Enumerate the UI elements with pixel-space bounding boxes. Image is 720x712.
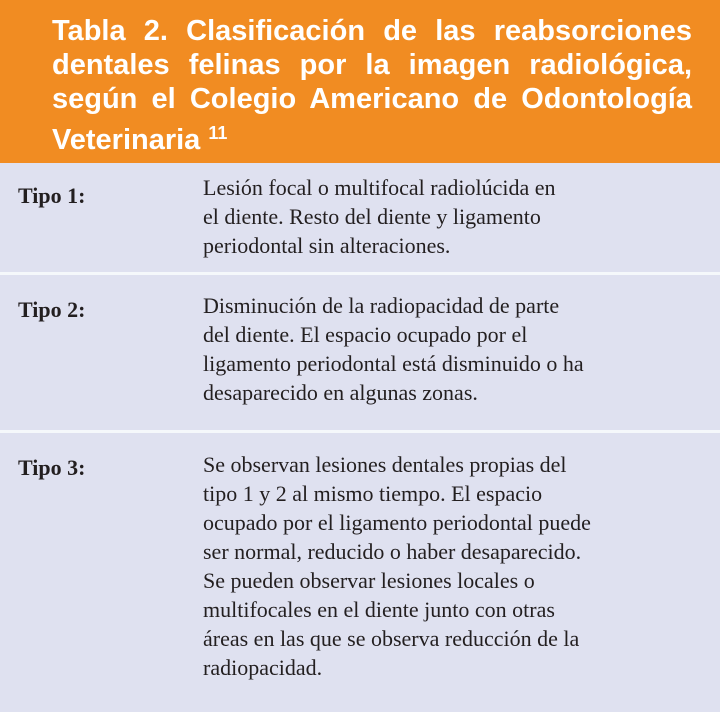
title-line-1: Tabla 2. Clasificación de las reabsorciones <box>52 15 692 47</box>
type-description <box>203 291 710 407</box>
table-row-tipo-1 <box>0 163 720 275</box>
description-line: del diente. El espacio ocupado por el <box>203 322 528 347</box>
type-label: Tipo 2: <box>18 297 86 322</box>
description-line: áreas en las que se observa reducción de la <box>203 626 580 651</box>
title-reference: 11 <box>208 123 228 143</box>
description-line: Se observan lesiones dentales propias del <box>203 452 567 477</box>
type-label: Tipo 1: <box>18 183 86 208</box>
title-line-4 <box>52 116 692 157</box>
table-title-header <box>0 0 720 163</box>
description-line: multifocales en el diente junto con otras <box>203 597 555 622</box>
description-line: Lesión focal o multifocal radiolúcida en <box>203 175 556 200</box>
description-line: Se pueden observar lesiones locales o <box>203 568 535 593</box>
description-line: el diente. Resto del diente y ligamento <box>203 204 541 229</box>
description-line: ligamento periodontal está disminuido o ha <box>203 351 584 376</box>
type-description <box>203 450 710 682</box>
table-row-tipo-3 <box>0 433 720 712</box>
title-line-2: dentales felinas por la imagen radiológica, <box>52 49 692 81</box>
title-line-4-text: Veterinaria <box>52 124 201 156</box>
description-line: desaparecido en algunas zonas. <box>203 380 478 405</box>
table-row-tipo-2 <box>0 275 720 433</box>
description-line: periodontal sin alteraciones. <box>203 233 451 258</box>
description-line: ser normal, reducido o haber desaparecido. <box>203 539 582 564</box>
description-line: tipo 1 y 2 al mismo tiempo. El espacio <box>203 481 543 506</box>
description-line: ocupado por el ligamento periodontal puede <box>203 510 591 535</box>
type-label: Tipo 3: <box>18 455 86 480</box>
description-line: radiopacidad. <box>203 655 323 680</box>
title-line-3: según el Colegio Americano de Odontología <box>52 83 692 115</box>
description-line: Disminución de la radiopacidad de parte <box>203 293 560 318</box>
type-description <box>203 173 710 260</box>
